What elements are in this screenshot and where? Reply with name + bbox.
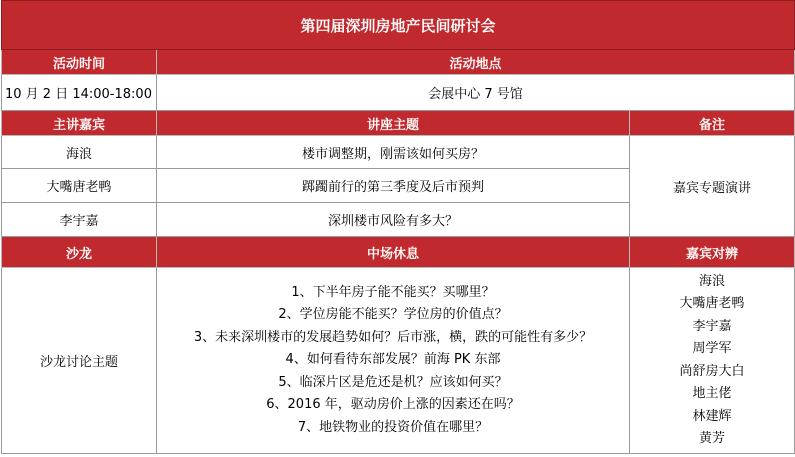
note-header: 备注 [630, 111, 795, 136]
event-time-header: 活动时间 [2, 50, 157, 75]
salon-header: 沙龙 [2, 237, 157, 268]
salon-label: 沙龙讨论主题 [2, 268, 157, 454]
debate-guest: 周学军 [692, 341, 732, 356]
debate-guests-cell [630, 268, 795, 454]
salon-topic: 6、2016 年，驱动房价上涨的因素还在吗？ [266, 397, 520, 413]
lecture-note: 嘉宾专题演讲 [630, 136, 795, 237]
topic-header: 讲座主题 [157, 111, 630, 136]
salon-topic: 7、地铁物业的投资价值在哪里？ [297, 419, 489, 435]
salon-topic: 4、如何看待东部发展？前海 PK 东部 [285, 352, 501, 368]
salon-topic: 3、未来深圳楼市的发展趋势如何？后市涨，横，跌的可能性有多少？ [193, 329, 593, 345]
salon-topic: 2、学位房能不能买？学位房的价值点？ [278, 307, 508, 323]
event-title: 第四届深圳房地产民间研讨会 [2, 1, 795, 50]
debate-guest: 大嘴唐老鸭 [679, 296, 745, 311]
debate-guest: 黄芳 [699, 431, 726, 446]
lecture-topic: 踯躅前行的第三季度及后市预判 [157, 169, 630, 203]
event-time: 10 月 2 日 14:00-18:00 [2, 75, 157, 111]
salon-topic: 5、临深片区是危还是机？应该如何买？ [278, 374, 508, 390]
event-schedule-table [1, 0, 795, 454]
debate-guest-list [630, 271, 794, 451]
salon-topic-list [157, 282, 629, 439]
debate-guest: 地主佬 [692, 386, 732, 401]
debate-header: 嘉宾对辨 [630, 237, 795, 268]
speaker-header: 主讲嘉宾 [2, 111, 157, 136]
salon-topic: 1、下半年房子能不能买？买哪里？ [291, 285, 495, 301]
debate-guest: 林建辉 [692, 408, 732, 424]
event-place: 会展中心 7 号馆 [157, 75, 795, 111]
debate-guest: 尚舒房大白 [679, 363, 745, 379]
lecture-topic: 楼市调整期，刚需该如何买房？ [157, 136, 630, 169]
debate-guest: 海浪 [699, 273, 726, 289]
lecture-speaker: 大嘴唐老鸭 [2, 169, 157, 203]
debate-guest: 李宇嘉 [692, 318, 732, 334]
lecture-speaker: 海浪 [2, 136, 157, 169]
salon-topics-cell [157, 268, 630, 454]
lecture-topic: 深圳楼市风险有多大？ [157, 203, 630, 237]
event-place-header: 活动地点 [157, 50, 795, 75]
break-header: 中场休息 [157, 237, 630, 268]
lecture-speaker: 李宇嘉 [2, 203, 157, 237]
